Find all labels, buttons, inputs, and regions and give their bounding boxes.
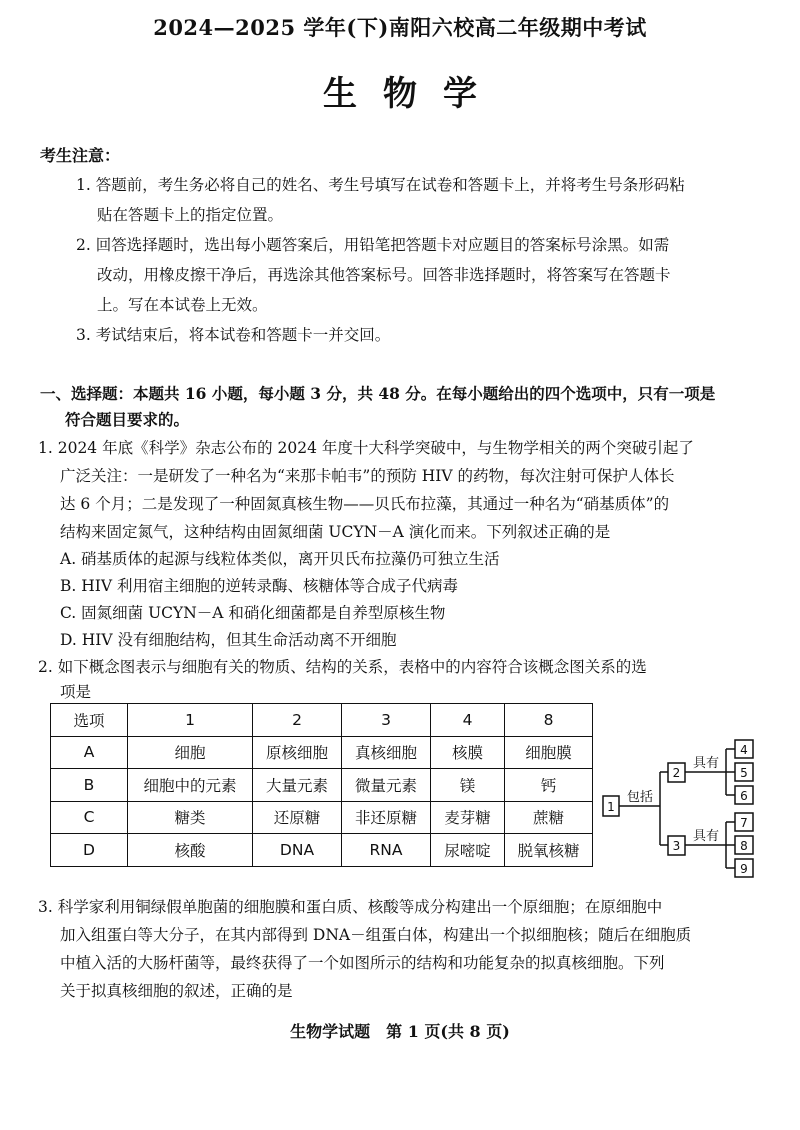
q1-option-c: C. 固氮细菌 UCYN－A 和硝化细菌都是自养型原核生物 <box>60 604 446 622</box>
q2-stem-line: 2. 如下概念图表示与细胞有关的物质、结构的关系，表格中的内容符合该概念图关系的选 <box>38 658 647 676</box>
q2-options-table <box>50 703 593 867</box>
table-cell: 非还原糖 <box>342 801 431 834</box>
table-row <box>51 801 593 834</box>
table-header-cell: 1 <box>128 704 253 737</box>
q3-stem-line: 加入组蛋白等大分子，在其内部得到 DNA－组蛋白体，构建出一个拟细胞核；随后在细胞质 <box>60 926 692 944</box>
table-cell: 镁 <box>431 769 505 802</box>
notice-line: 2. 回答选择题时，选出每小题答案后，用铅笔把答题卡对应题目的答案标号涂黑。如需 <box>76 236 670 254</box>
table-cell: 尿嘧啶 <box>431 834 505 867</box>
q1-stem-line: 广泛关注：一是研发了一种名为“来那卡帕韦”的预防 HIV 的药物，每次注射可保护人体长 <box>60 467 675 485</box>
table-header-row <box>51 704 593 737</box>
table-cell: 真核细胞 <box>342 736 431 769</box>
section-heading: 一、选择题：本题共 16 小题，每小题 3 分，共 48 分。在每小题给出的四个选项中，只有一项是 <box>40 384 716 403</box>
table-cell: 微量元素 <box>342 769 431 802</box>
table-cell: RNA <box>342 834 431 867</box>
q1-option-d: D. HIV 没有细胞结构，但其生命活动离不开细胞 <box>60 631 397 649</box>
diagram-label-4: 4 <box>740 743 748 757</box>
q3-stem-line: 3. 科学家利用铜绿假单胞菌的细胞膜和蛋白质、核酸等成分构建出一个原细胞；在原细胞中 <box>38 898 663 916</box>
q1-stem-line: 1. 2024 年底《科学》杂志公布的 2024 年度十大科学突破中，与生物学相关的两个突破引起了 <box>38 439 694 457</box>
q1-stem-line: 结构来固定氮气，这种结构由固氮细菌 UCYN－A 演化而来。下列叙述正确的是 <box>60 523 611 541</box>
table-cell: 细胞中的元素 <box>128 769 253 802</box>
q3-stem-line: 中植入活的大肠杆菌等，最终获得了一个如图所示的结构和功能复杂的拟真核细胞。下列 <box>60 954 665 972</box>
table-header-cell: 3 <box>342 704 431 737</box>
notice-line: 贴在答题卡上的指定位置。 <box>97 206 284 224</box>
table-cell: 核膜 <box>431 736 505 769</box>
diagram-label-9: 9 <box>740 862 748 876</box>
table-cell: 还原糖 <box>253 801 342 834</box>
table-header-cell: 8 <box>505 704 593 737</box>
diagram-include-label: 包括 <box>626 790 654 805</box>
table-cell: 麦芽糖 <box>431 801 505 834</box>
page-footer: 生物学试题 第 1 页(共 8 页) <box>290 1022 510 1041</box>
table-cell: 细胞 <box>128 736 253 769</box>
table-header-cell: 4 <box>431 704 505 737</box>
notice-line: 3. 考试结束后，将本试卷和答题卡一并交回。 <box>76 326 391 344</box>
notice-line: 改动，用橡皮擦干净后，再选涂其他答案标号。回答非选择题时，将答案写在答题卡 <box>97 266 671 284</box>
diagram-label-1: 1 <box>607 800 615 814</box>
table-header-cell: 选项 <box>51 704 128 737</box>
table-cell: 脱氧核糖 <box>505 834 593 867</box>
concept-diagram <box>598 735 778 885</box>
notice-heading: 考生注意： <box>40 146 121 165</box>
table-cell: B <box>51 769 128 802</box>
table-cell: 糖类 <box>128 801 253 834</box>
diagram-label-2: 2 <box>672 766 681 780</box>
q2-stem-line: 项是 <box>60 683 92 701</box>
table-cell: D <box>51 834 128 867</box>
table-cell: C <box>51 801 128 834</box>
q1-option-a: A. 硝基质体的起源与线粒体类似，离开贝氏布拉藻仍可独立生活 <box>60 550 500 568</box>
table-cell: A <box>51 736 128 769</box>
diagram-label-6: 6 <box>740 789 748 803</box>
table-cell: 大量元素 <box>253 769 342 802</box>
table-cell: 钙 <box>505 769 593 802</box>
table-cell: 蔗糖 <box>505 801 593 834</box>
table-cell: DNA <box>253 834 342 867</box>
table-row <box>51 834 593 867</box>
diagram-have-label-bottom: 具有 <box>692 829 720 844</box>
diagram-label-8: 8 <box>740 839 748 853</box>
section-heading: 符合题目要求的。 <box>65 410 190 429</box>
subject-title: 生物学 <box>323 74 503 114</box>
diagram-label-5: 5 <box>740 766 748 780</box>
table-cell: 细胞膜 <box>505 736 593 769</box>
table-row <box>51 736 593 769</box>
q1-option-b: B. HIV 利用宿主细胞的逆转录酶、核糖体等合成子代病毒 <box>60 577 459 595</box>
diagram-label-7: 7 <box>740 816 748 830</box>
table-cell: 原核细胞 <box>253 736 342 769</box>
q1-stem-line: 达 6 个月；二是发现了一种固氮真核生物——贝氏布拉藻，其通过一种名为“硝基质体”的 <box>60 495 670 513</box>
table-row <box>51 769 593 802</box>
notice-line: 1. 答题前，考生务必将自己的姓名、考生号填写在试卷和答题卡上，并将考生号条形码粘 <box>76 176 685 194</box>
q3-stem-line: 关于拟真核细胞的叙述，正确的是 <box>60 982 293 1000</box>
exam-title: 2024—2025 学年(下)南阳六校高二年级期中考试 <box>153 15 647 40</box>
table-header-cell: 2 <box>253 704 342 737</box>
diagram-label-3: 3 <box>672 839 681 853</box>
diagram-have-label-top: 具有 <box>692 756 720 771</box>
notice-line: 上。写在本试卷上无效。 <box>97 296 268 314</box>
table-cell: 核酸 <box>128 834 253 867</box>
